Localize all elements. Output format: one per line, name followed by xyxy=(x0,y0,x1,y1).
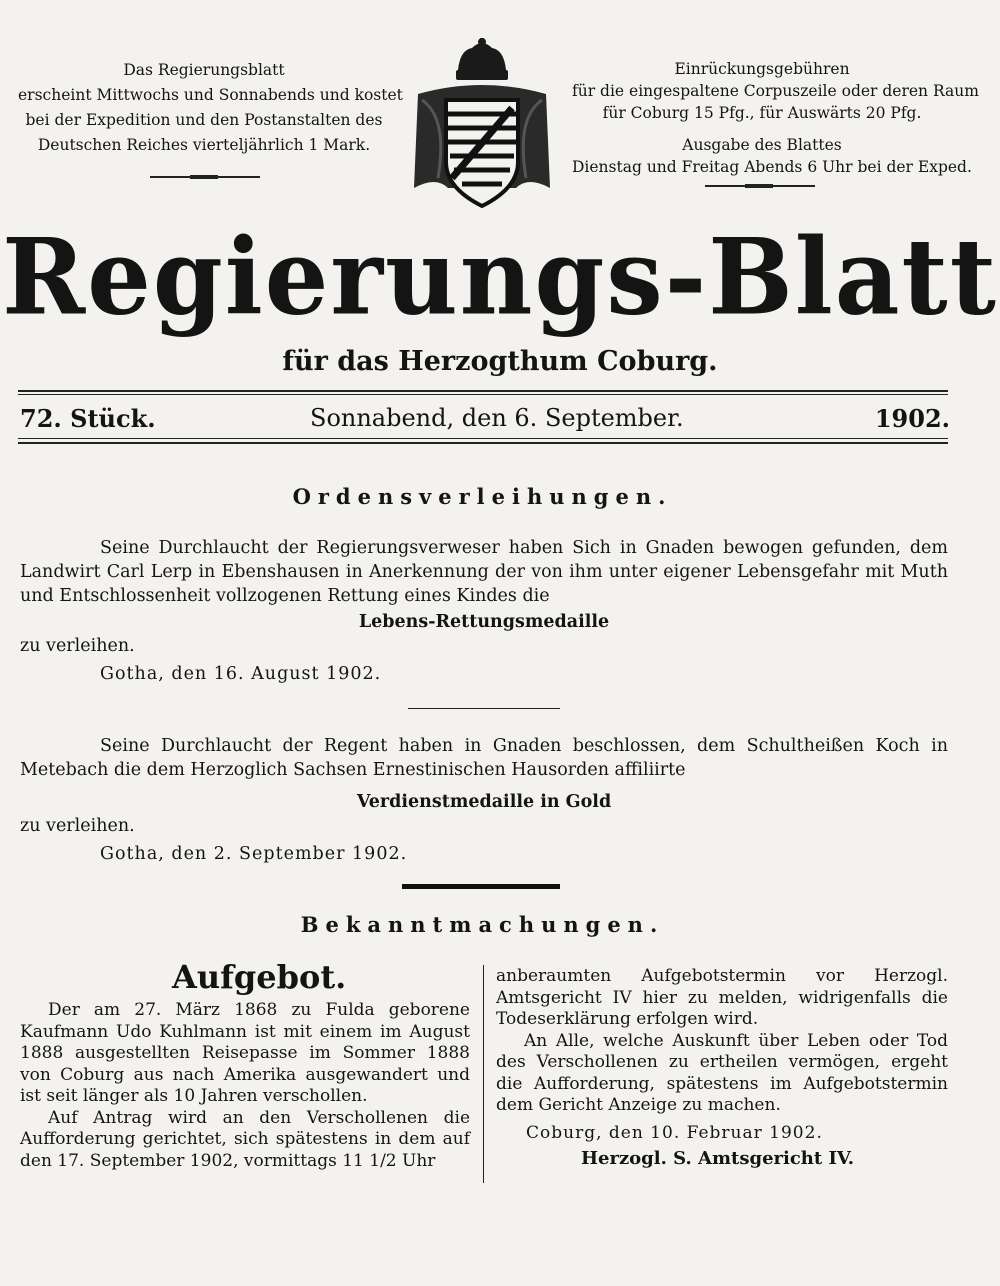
rule-bottom xyxy=(18,442,948,444)
aufgebot-column-left xyxy=(20,1000,470,1172)
notice-1-place-date: Gotha, den 16. August 1902. xyxy=(100,664,382,684)
masthead-left-line: erscheint Mittwochs und Sonnabends und kostet xyxy=(18,86,403,104)
aufgebot-column-right xyxy=(496,966,948,1170)
newspaper-subtitle: für das Herzogthum Coburg. xyxy=(282,346,718,377)
notice-1-text: Seine Durchlaucht der Regierungsverweser haben Sich in Gnaden bewogen gefunden, dem Landwirt Carl Lerp in Ebenshausen in Anerkennung der von ihm unter eigener Lebensgefahr mit Muth und Entschlossenheit vollzogenen Rettung eines Kindes die xyxy=(20,538,948,606)
masthead-left-line: bei der Expedition und den Postanstalten des xyxy=(25,111,383,129)
aufgebot-place-date: Coburg, den 10. Februar 1902. xyxy=(526,1122,823,1143)
aufgebot-paragraph: An Alle, welche Auskunft über Leben oder Tod des Verschollenen zu ertheilen vermögen, ergeht die Aufforderung, spätestens im Aufgebotstermin dem Gericht Anzeige zu machen. xyxy=(496,1030,948,1115)
masthead-right-line: Dienstag und Freitag Abends 6 Uhr bei der Exped. xyxy=(572,158,972,176)
notice-2-award: Verdienstmedaille in Gold xyxy=(356,792,612,812)
masthead-left-line: Deutschen Reiches vierteljährlich 1 Mark. xyxy=(37,136,371,154)
masthead-right-line: für Coburg 15 Pfg., für Auswärts 20 Pfg. xyxy=(602,104,922,122)
aufgebot-paragraph: Der am 27. März 1868 zu Fulda geborene Kaufmann Udo Kuhlmann ist mit einem im August 1888 ausgestellten Reisepasse im Sommer 1888 von Coburg aus nach Amerika ausgewandert und ist seit länger als 10 Jahren verschollen. xyxy=(20,1000,470,1106)
notice-1 xyxy=(20,536,948,686)
rule-top xyxy=(18,390,948,392)
issue-date: Sonnabend, den 6. September. xyxy=(310,404,684,432)
issue-number: 72. Stück. xyxy=(20,404,156,433)
section-divider xyxy=(402,884,560,889)
divider xyxy=(408,708,560,709)
masthead-right-line: für die eingespaltene Corpuszeile oder deren Raum xyxy=(572,82,979,100)
notice-2-text: Seine Durchlaucht der Regent haben in Gnaden beschlossen, dem Schultheißen Koch in Metebach die dem Herzoglich Sachsen Ernestinischen Hausorden affiliirte xyxy=(20,736,948,780)
divider xyxy=(745,184,773,188)
issue-year: 1902. xyxy=(874,404,950,433)
notice-2 xyxy=(20,734,948,866)
newspaper-title: Regierungs-Blatt xyxy=(2,215,998,339)
masthead-right-info xyxy=(572,58,979,178)
masthead-left-info xyxy=(18,58,403,158)
coat-of-arms-emblem xyxy=(408,38,556,214)
aufgebot-paragraph: anberaumten Aufgebotstermin vor Herzogl. Amtsgericht IV hier zu melden, widrigenfalls die Todeserklärung erfolgen wird. xyxy=(496,966,948,1029)
masthead-left-line: Das Regierungsblatt xyxy=(123,61,285,79)
issue-row xyxy=(20,398,950,438)
rule-top-thin xyxy=(18,394,948,395)
notice-1-closing: zu verleihen. xyxy=(20,636,135,656)
aufgebot-title: Aufgebot. xyxy=(172,958,347,996)
notice-2-closing: zu verleihen. xyxy=(20,816,135,836)
masthead-right-line: Einrückungsgebühren xyxy=(674,60,850,78)
column-divider xyxy=(483,965,484,1183)
masthead-right-line: Ausgabe des Blattes xyxy=(682,136,842,154)
rule-bottom-thin xyxy=(18,438,948,439)
aufgebot-paragraph: Auf Antrag wird an den Verschollenen die Aufforderung gerichtet, sich spätestens in dem auf den 17. September 1902, vormittags 11 1/2 Uhr xyxy=(20,1107,470,1171)
notice-1-award: Lebens-Rettungsmedaille xyxy=(358,612,610,632)
divider xyxy=(190,175,218,179)
section-heading-bekanntmachungen: Bekanntmachungen. xyxy=(300,912,665,937)
notice-2-place-date: Gotha, den 2. September 1902. xyxy=(100,844,408,864)
section-heading-ordensverleihungen: Ordensverleihungen. xyxy=(292,484,673,509)
aufgebot-signature: Herzogl. S. Amtsgericht IV. xyxy=(581,1148,854,1169)
